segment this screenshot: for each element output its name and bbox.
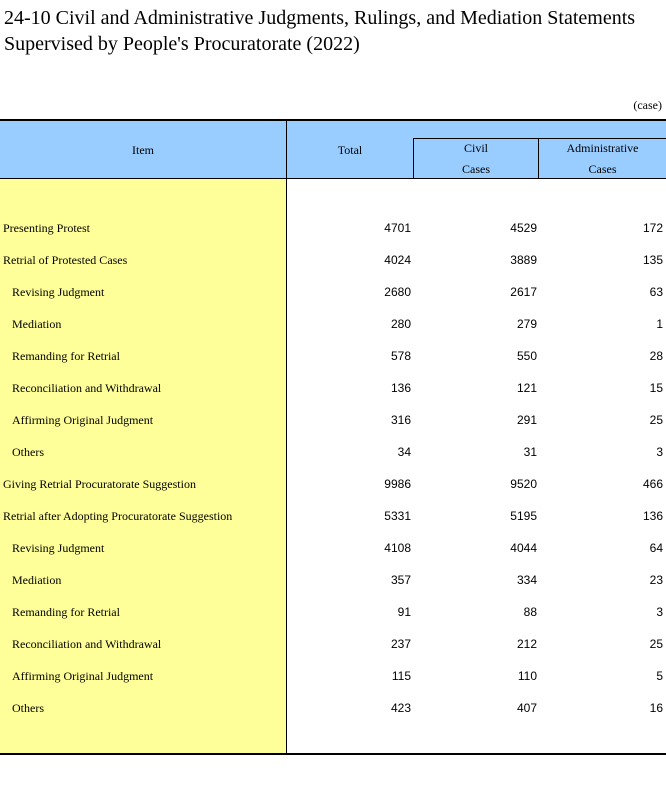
cell-total: 237 [390,637,411,651]
cell-total: 578 [390,349,411,363]
cell-admin: 5 [656,669,663,683]
row-label: Remanding for Retrial [12,349,120,363]
unit-label: (case) [633,98,662,112]
page-title [4,5,664,57]
table-row [0,660,666,692]
row-label: Mediation [12,573,62,587]
row-label: Remanding for Retrial [12,605,120,619]
table-row [0,628,666,660]
cell-admin: 3 [656,445,663,459]
row-label: Retrial after Adopting Procuratorate Suggestion [3,509,233,523]
header-civil-line-1: Civil [463,141,488,155]
table-row [0,340,666,372]
cell-admin: 3 [656,605,663,619]
title-line-1: 24-10 Civil and Administrative Judgments, Rulings, and Mediation Statements [4,7,636,29]
cell-admin: 25 [649,637,663,651]
cell-admin: 135 [642,253,663,267]
header-civil-line-2: Cases [462,162,490,176]
row-label: Mediation [12,317,62,331]
cell-admin: 15 [649,381,663,395]
cell-total: 423 [390,701,411,715]
cell-total: 115 [391,669,411,683]
cell-total: 136 [390,381,411,395]
row-label: Affirming Original Judgment [12,413,154,427]
table-row [0,436,666,468]
cell-admin: 172 [642,221,663,235]
cell-civil: 110 [517,669,537,683]
table-row [0,372,666,404]
cell-admin: 136 [642,509,663,523]
cell-civil: 4529 [510,221,537,235]
table-row [0,532,666,564]
header-item: Item [0,121,287,179]
cell-admin: 466 [642,477,663,491]
cell-total: 4701 [384,221,411,235]
cell-civil: 9520 [510,477,537,491]
header-admin-line-1: Administrative [566,141,639,155]
header-administrative-cases [539,138,666,179]
cell-admin: 64 [649,541,663,555]
row-label: Revising Judgment [12,285,105,299]
cell-total: 4024 [384,253,411,267]
table-bottom-border [0,753,666,755]
cell-civil: 334 [516,573,537,587]
cell-total: 5331 [384,509,411,523]
cell-civil: 2617 [510,285,537,299]
row-label: Reconciliation and Withdrawal [12,637,162,651]
cell-admin: 16 [649,701,663,715]
cell-admin: 1 [656,317,663,331]
cell-total: 316 [390,413,411,427]
row-label: Presenting Protest [3,221,90,235]
cell-total: 4108 [384,541,411,555]
row-label: Others [12,701,44,715]
table-body [0,212,666,724]
table-row [0,500,666,532]
cell-admin: 23 [649,573,663,587]
row-label: Others [12,445,44,459]
table-row [0,308,666,340]
cell-civil: 279 [516,317,537,331]
cell-total: 357 [390,573,411,587]
cell-admin: 25 [649,413,663,427]
row-label: Revising Judgment [12,541,105,555]
table-row [0,564,666,596]
cell-civil: 88 [523,605,537,619]
table-row [0,244,666,276]
table-row [0,596,666,628]
cell-civil: 121 [516,381,537,395]
header-civil-cases [413,138,539,179]
table-header [0,119,666,179]
cell-civil: 407 [516,701,537,715]
table-row [0,276,666,308]
header-total: Total [337,142,363,157]
cell-civil: 212 [516,637,537,651]
cell-civil: 291 [516,413,537,427]
cell-total: 34 [397,445,411,459]
row-label: Reconciliation and Withdrawal [12,381,162,395]
cell-civil: 3889 [510,253,537,267]
cell-admin: 28 [649,349,663,363]
row-label: Affirming Original Judgment [12,669,154,683]
cell-civil: 5195 [510,509,537,523]
table-row [0,468,666,500]
row-label: Giving Retrial Procuratorate Suggestion [3,477,196,491]
cell-civil: 4044 [510,541,537,555]
row-label: Retrial of Protested Cases [3,253,128,267]
cell-total: 9986 [384,477,411,491]
table-row [0,212,666,244]
cell-total: 2680 [384,285,411,299]
cell-admin: 63 [649,285,663,299]
cell-civil: 31 [523,445,537,459]
title-line-2: Supervised by People's Procuratorate (2022) [4,33,360,55]
table-row [0,692,666,724]
cell-civil: 550 [516,349,537,363]
table-row [0,404,666,436]
cell-total: 91 [397,605,411,619]
header-admin-line-2: Cases [588,162,617,176]
cell-total: 280 [390,317,411,331]
